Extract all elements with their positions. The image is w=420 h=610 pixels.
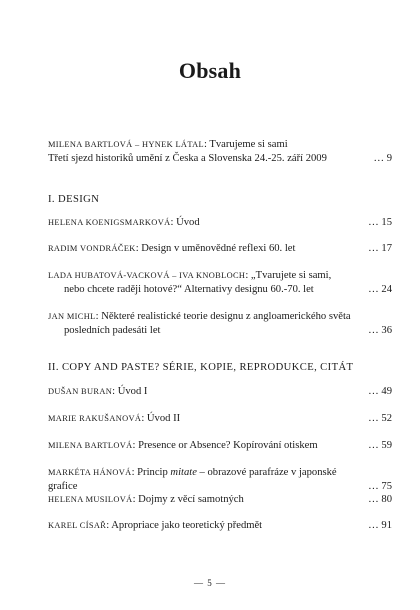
entry-text: MARIE RAKUŠANOVÁ: Úvod II (48, 413, 181, 424)
entry-author: MARIE RAKUŠANOVÁ (48, 414, 142, 423)
entry-author: DUŠAN BURAN (48, 387, 113, 396)
entry-title-line2: nebo chcete raději hotové?“ Alternativy designu 60.-70. let (64, 284, 314, 295)
entry-page-number: … 52 (368, 413, 392, 424)
entry-title: Apropriace jako teoretický předmět (111, 520, 263, 531)
entry-page-number: … 80 (368, 494, 392, 505)
entry-page-number: … 17 (368, 243, 392, 254)
entry-text: KAREL CÍSAŘ: Apropriace jako teoretický předmět (48, 520, 263, 531)
entry-text: LADA HUBATOVÁ-VACKOVÁ – IVA KNOBLOCH: „Tvarujete si sami, (48, 270, 332, 281)
entry-title: Některé realistické teorie designu z angloamerického světa (101, 311, 351, 322)
entry-title: Dojmy z věcí samotných (138, 494, 244, 505)
entry-page-number: … 9 (373, 153, 392, 164)
entry-title-post: – obrazové parafráze v japonské grafice (48, 467, 337, 492)
entry-title: Úvod II (146, 413, 181, 424)
toc-entry (48, 466, 392, 494)
entry-text: MILENA BARTLOVÁ – HYNEK LÁTAL: Tvarujeme si sami (48, 139, 288, 150)
section-heading: I. DESIGN (48, 194, 100, 205)
toc-entry (48, 439, 392, 453)
entry-author: HELENA KOENIGSMARKOVÁ (48, 218, 171, 227)
entry-text: HELENA MUSILOVÁ: Dojmy z věcí samotných (48, 494, 244, 505)
entry-title: Presence or Absence? Kopírování otiskem (138, 440, 318, 451)
toc-entry (48, 519, 392, 533)
entry-author: HELENA MUSILOVÁ (48, 495, 133, 504)
entry-author: MARKÉTA HÁNOVÁ (48, 468, 132, 477)
entry-page-number: … 59 (368, 440, 392, 451)
entry-page-number: … 75 (368, 481, 392, 492)
entry-title-line2: posledních padesáti let (64, 325, 161, 336)
toc-entry (48, 242, 392, 256)
toc-entry (48, 216, 392, 230)
entry-author: MILENA BARTLOVÁ (48, 441, 133, 450)
entry-title: Úvod (176, 217, 200, 228)
entry-title-line2: Třetí sjezd historiků umění z Česka a Slovenska 24.-25. září 2009 (48, 153, 327, 164)
entry-author: RADIM VONDRÁČEK (48, 244, 136, 253)
toc-entry (48, 493, 392, 507)
page-number: — 5 — (194, 578, 226, 588)
entry-text: MARKÉTA HÁNOVÁ: Princip mitate – obrazové parafráze v japonské grafice (48, 467, 337, 492)
entry-title: Tvarujeme si sami (209, 139, 288, 150)
entry-page-number: … 91 (368, 520, 392, 531)
entry-title: „Tvarujete si sami, (250, 270, 332, 281)
entry-page-number: … 49 (368, 386, 392, 397)
toc-entry (48, 412, 392, 426)
entry-title: Úvod I (117, 386, 148, 397)
toc-entry (48, 269, 392, 297)
entry-text: RADIM VONDRÁČEK: Design v uměnovědné reflexi 60. let (48, 243, 296, 254)
entry-author: MILENA BARTLOVÁ – HYNEK LÁTAL (48, 140, 204, 149)
section-heading: II. COPY AND PASTE? SÉRIE, KOPIE, REPRODUKCE, CITÁT (48, 362, 354, 373)
entry-text: HELENA KOENIGSMARKOVÁ: Úvod (48, 217, 200, 228)
toc-entry (48, 310, 392, 338)
entry-page-number: … 36 (368, 325, 392, 336)
entry-author: JAN MICHL (48, 312, 96, 321)
toc-entry (48, 385, 392, 399)
toc-entry (48, 138, 392, 166)
entry-title: Design v uměnovědné reflexi 60. let (141, 243, 296, 254)
entry-page-number: … 15 (368, 217, 392, 228)
page-title: Obsah (178, 58, 242, 83)
entry-title-pre: Princip (137, 467, 171, 478)
entry-author: KAREL CÍSAŘ (48, 521, 107, 530)
entry-title-italic: mitate (170, 467, 197, 478)
entry-author: LADA HUBATOVÁ-VACKOVÁ – IVA KNOBLOCH (48, 271, 246, 280)
entry-text: MILENA BARTLOVÁ: Presence or Absence? Kopírování otiskem (48, 440, 318, 451)
entry-text: JAN MICHL: Některé realistické teorie designu z angloamerického světa (48, 311, 351, 322)
entry-text: DUŠAN BURAN: Úvod I (48, 386, 148, 397)
entry-page-number: … 24 (368, 284, 392, 295)
